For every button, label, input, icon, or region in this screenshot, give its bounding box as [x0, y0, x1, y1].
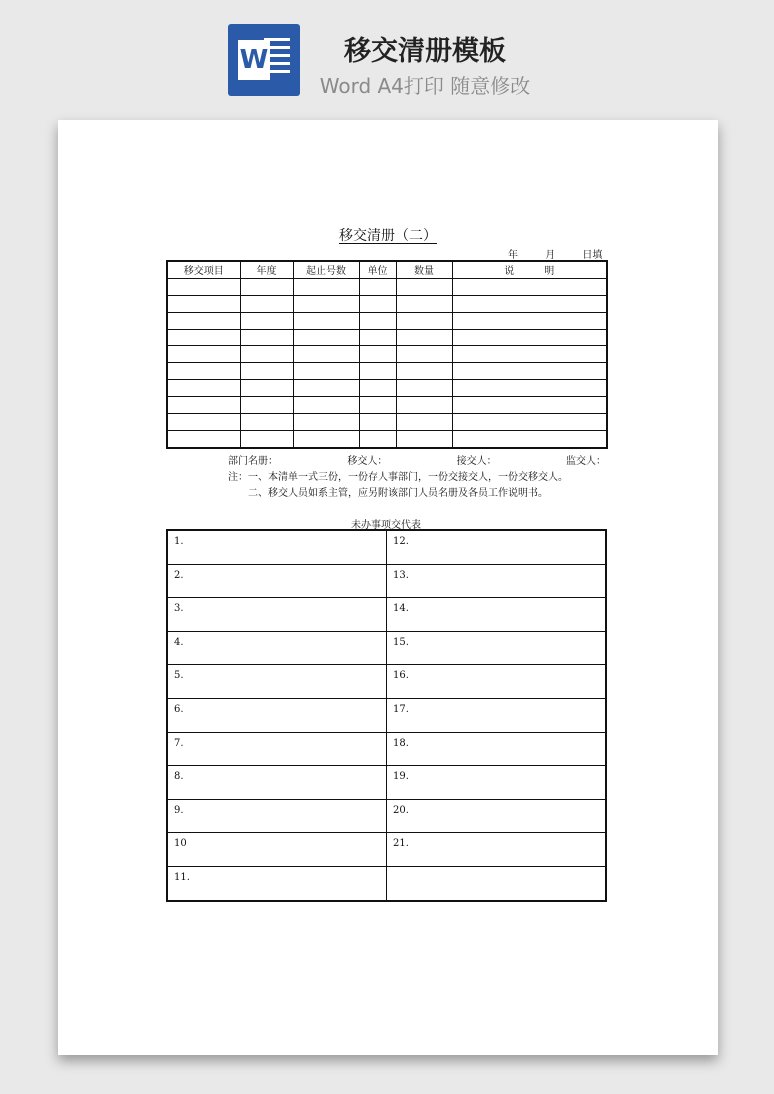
- table-row: [167, 278, 607, 295]
- pending-cell[interactable]: 19.: [387, 766, 607, 800]
- table-cell[interactable]: [452, 278, 607, 295]
- table-cell[interactable]: [396, 329, 452, 346]
- table-row: [167, 430, 607, 447]
- table-cell[interactable]: [452, 346, 607, 363]
- table-cell[interactable]: [359, 329, 396, 346]
- transfer-table: [166, 260, 608, 449]
- table-cell[interactable]: [167, 346, 240, 363]
- word-doc-icon: [228, 24, 300, 96]
- pending-row: [167, 698, 606, 732]
- table-cell[interactable]: [293, 397, 359, 414]
- pending-row: [167, 631, 606, 665]
- table-row: [167, 380, 607, 397]
- table-cell[interactable]: [240, 295, 293, 312]
- table-cell[interactable]: [396, 312, 452, 329]
- dept-roster-label: 部门名册：: [228, 456, 278, 467]
- signature-line: [228, 452, 606, 467]
- pending-row: [167, 564, 606, 598]
- date-fill-line: [508, 246, 602, 261]
- pending-cell[interactable]: 11.: [167, 866, 387, 900]
- pending-cell[interactable]: 5.: [167, 665, 387, 699]
- table-cell[interactable]: [293, 346, 359, 363]
- pending-row: [167, 833, 606, 867]
- col-header-item: 移交项目: [167, 261, 240, 278]
- table-row: [167, 414, 607, 431]
- pending-cell[interactable]: 12.: [387, 530, 607, 564]
- table-cell[interactable]: [240, 346, 293, 363]
- pending-cell[interactable]: 17.: [387, 698, 607, 732]
- table-cell[interactable]: [167, 329, 240, 346]
- table-cell[interactable]: [396, 380, 452, 397]
- page-subtitle: Word A4打印 随意修改: [319, 74, 531, 98]
- pending-cell[interactable]: 10: [167, 833, 387, 867]
- table-cell[interactable]: [452, 295, 607, 312]
- table-cell[interactable]: [240, 430, 293, 447]
- pending-row: [167, 530, 606, 564]
- pending-cell[interactable]: 18.: [387, 732, 607, 766]
- table-cell[interactable]: [452, 312, 607, 329]
- table-cell[interactable]: [452, 329, 607, 346]
- table-cell[interactable]: [396, 414, 452, 431]
- pending-cell[interactable]: 13.: [387, 564, 607, 598]
- table-row: [167, 312, 607, 329]
- date-day-label: 日填: [582, 250, 603, 261]
- note-line-1: 注：一、本清单一式三份，一份存人事部门，一份交接交人，一份交移交人。: [228, 472, 568, 483]
- table-cell[interactable]: [396, 430, 452, 447]
- table-cell[interactable]: [452, 397, 607, 414]
- note-line-2: 二、移交人员如系主管，应另附该部门人员名册及各员工作说明书。: [248, 488, 548, 499]
- col-header-year: 年度: [240, 261, 293, 278]
- date-year-label: 年: [508, 250, 518, 261]
- table-cell[interactable]: [167, 312, 240, 329]
- table-cell[interactable]: [240, 414, 293, 431]
- col-header-number-range: 起止号数: [293, 261, 359, 278]
- table-cell[interactable]: [167, 380, 240, 397]
- table-cell[interactable]: [396, 363, 452, 380]
- pending-cell[interactable]: 14.: [387, 598, 607, 632]
- table-cell[interactable]: [359, 363, 396, 380]
- receiver-label: 接交人：: [456, 456, 497, 467]
- table-cell[interactable]: [396, 278, 452, 295]
- pending-row: [167, 799, 606, 833]
- pending-row: [167, 866, 606, 900]
- transfer-table-header: [167, 261, 607, 278]
- pending-cell[interactable]: 16.: [387, 665, 607, 699]
- col-header-description: 说 明: [452, 261, 607, 278]
- table-cell[interactable]: [396, 397, 452, 414]
- table-row: [167, 329, 607, 346]
- table-cell[interactable]: [359, 414, 396, 431]
- table-cell[interactable]: [359, 346, 396, 363]
- table-cell[interactable]: [359, 397, 396, 414]
- pending-cell[interactable]: 4.: [167, 631, 387, 665]
- pending-cell[interactable]: 21.: [387, 833, 607, 867]
- document-title: 移交清册（二）: [339, 228, 437, 244]
- pending-cell[interactable]: 9.: [167, 799, 387, 833]
- table-cell[interactable]: [167, 363, 240, 380]
- table-cell[interactable]: [293, 430, 359, 447]
- table-cell[interactable]: [359, 278, 396, 295]
- pending-row: [167, 665, 606, 699]
- pending-cell[interactable]: 15.: [387, 631, 607, 665]
- table-cell[interactable]: [359, 380, 396, 397]
- table-cell[interactable]: [359, 312, 396, 329]
- pending-cell[interactable]: 2.: [167, 564, 387, 598]
- table-cell[interactable]: [240, 380, 293, 397]
- pending-cell[interactable]: 6.: [167, 698, 387, 732]
- table-cell[interactable]: [452, 380, 607, 397]
- col-header-unit: 单位: [359, 261, 396, 278]
- table-cell[interactable]: [452, 430, 607, 447]
- table-cell[interactable]: [167, 278, 240, 295]
- transfer-table-body: [167, 278, 607, 447]
- table-cell[interactable]: [396, 295, 452, 312]
- table-cell[interactable]: [396, 346, 452, 363]
- table-cell[interactable]: [167, 430, 240, 447]
- pending-cell[interactable]: [387, 866, 607, 900]
- table-cell[interactable]: [240, 312, 293, 329]
- table-cell[interactable]: [167, 414, 240, 431]
- pending-row: [167, 598, 606, 632]
- table-row: [167, 363, 607, 380]
- pending-items-table: [166, 529, 607, 902]
- pending-cell[interactable]: 8.: [167, 766, 387, 800]
- transferor-label: 移交人：: [347, 456, 388, 467]
- table-cell[interactable]: [359, 430, 396, 447]
- table-cell[interactable]: [293, 295, 359, 312]
- table-cell[interactable]: [240, 397, 293, 414]
- pending-cell[interactable]: 3.: [167, 598, 387, 632]
- table-cell[interactable]: [293, 278, 359, 295]
- table-cell[interactable]: [167, 295, 240, 312]
- table-row: [167, 397, 607, 414]
- table-cell[interactable]: [293, 414, 359, 431]
- table-cell[interactable]: [240, 363, 293, 380]
- pending-row: [167, 732, 606, 766]
- table-cell[interactable]: [240, 329, 293, 346]
- pending-cell[interactable]: 20.: [387, 799, 607, 833]
- table-row: [167, 346, 607, 363]
- table-cell[interactable]: [293, 380, 359, 397]
- table-cell[interactable]: [293, 363, 359, 380]
- col-header-quantity: 数量: [396, 261, 452, 278]
- pending-cell[interactable]: 1.: [167, 530, 387, 564]
- pending-table-title: 未办事项交代表: [351, 520, 421, 531]
- table-cell[interactable]: [452, 363, 607, 380]
- table-cell[interactable]: [452, 414, 607, 431]
- supervisor-label: 监交人：: [565, 456, 606, 467]
- table-cell[interactable]: [240, 278, 293, 295]
- table-cell[interactable]: [293, 312, 359, 329]
- table-cell[interactable]: [167, 397, 240, 414]
- pending-cell[interactable]: 7.: [167, 732, 387, 766]
- table-row: [167, 295, 607, 312]
- page-title: 移交清册模板: [344, 36, 506, 67]
- pending-row: [167, 766, 606, 800]
- logo-letter: W: [238, 40, 270, 80]
- date-month-label: 月: [545, 250, 556, 261]
- table-cell[interactable]: [293, 329, 359, 346]
- document-page: [58, 120, 718, 1055]
- table-cell[interactable]: [359, 295, 396, 312]
